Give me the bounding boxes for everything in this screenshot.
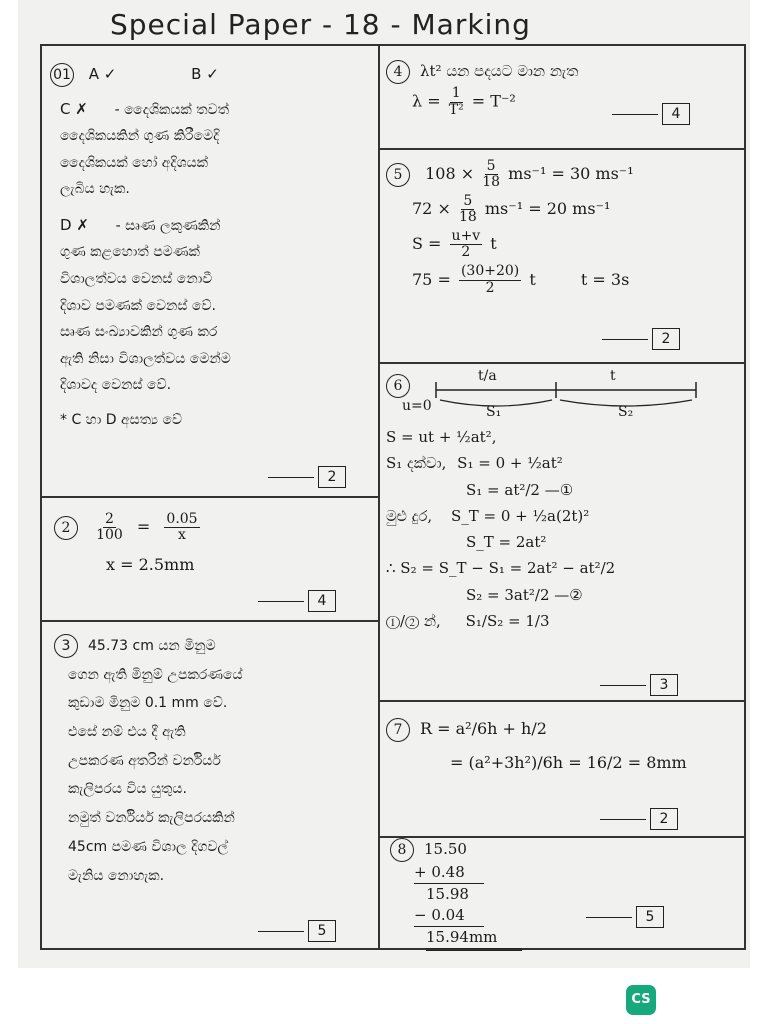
numerator: 2 xyxy=(105,511,114,527)
page-title: Special Paper - 18 - Marking xyxy=(110,8,531,41)
expr: S₁ = 0 + ½at² xyxy=(457,454,563,473)
expr: ①/② න්, xyxy=(386,611,441,630)
question-number: 01 xyxy=(50,63,74,87)
expr: S_T = 0 + ½a(2t)² xyxy=(450,506,590,525)
equation: S = ut + ½at², xyxy=(386,428,497,446)
text-line: λt² යන පදයට මාන නැත xyxy=(420,62,579,80)
equation: S₁ = at²/2 —① xyxy=(466,480,574,499)
question-number: 8 xyxy=(390,838,414,862)
numerator: 5 xyxy=(486,157,496,174)
option-c: C ✗ xyxy=(60,99,88,118)
text-line: විශාලත්වය වෙනස් නොවී xyxy=(60,271,213,288)
text-line: 45cm පමණ විශාල දිගවල් xyxy=(68,838,229,855)
option-a: A ✓ xyxy=(88,65,117,83)
initial-velocity: u=0 xyxy=(402,398,432,414)
expr: ms⁻¹ = 20 ms⁻¹ xyxy=(484,199,611,219)
text-line: දිශාවද වෙනස් වේ. xyxy=(60,377,172,394)
mark-box: 5 xyxy=(308,920,336,942)
column-divider xyxy=(378,44,380,950)
answer-q5 xyxy=(386,156,740,297)
mark-box: 3 xyxy=(650,674,678,696)
text-line: දෛශිකයක් හෝ අදිශයක් xyxy=(60,154,209,171)
numerator: (30+20) xyxy=(460,263,520,280)
text-line: කැලිපරය විය යුතුය. xyxy=(68,781,187,798)
camscanner-logo: CS xyxy=(626,985,656,1015)
text-line: දෛශිකයකින් ගුණ කිරීමෙදි xyxy=(60,128,220,145)
answer-q1 xyxy=(50,60,370,434)
text-line: ලැබිය හැක. xyxy=(60,181,130,198)
numerator: 0.05 xyxy=(166,511,198,527)
result: x = 2.5mm xyxy=(106,554,195,574)
row-divider xyxy=(378,148,746,150)
equation-rhs: = T⁻² xyxy=(471,91,516,111)
text-line: ගෙන ඇති මිනුම් උපකරණයේ xyxy=(68,666,243,683)
expr: S₁ දක්වා, xyxy=(386,454,447,473)
interval-label: t xyxy=(610,368,616,384)
expr: 75 = xyxy=(412,269,451,289)
text-line: උපකරණ අතරින් වර්නියර් xyxy=(68,752,221,769)
interval-label: t/a xyxy=(478,368,497,384)
text-line: ගුණ කළහොත් පමණක් xyxy=(60,244,200,261)
answer-q3 xyxy=(54,632,374,890)
expr: t xyxy=(490,234,497,254)
expr: 72 × xyxy=(412,199,451,219)
mark-q1 xyxy=(268,466,346,488)
denominator: 18 xyxy=(458,209,477,226)
mark-box: 4 xyxy=(308,590,336,612)
result: t = 3s xyxy=(580,269,630,289)
option-b: B ✓ xyxy=(191,65,219,83)
equation: S₂ = 3at²/2 —② xyxy=(466,585,583,604)
distance-line xyxy=(426,370,726,420)
calc-row: − 0.04 xyxy=(414,905,484,927)
text-line: කුඩාම මිනුම 0.1 mm වේ. xyxy=(68,695,228,712)
mark-box: 4 xyxy=(662,103,690,125)
equation: = (a²+3h²)/6h = 16/2 = 8mm xyxy=(450,752,687,772)
equation: ∴ S₂ = S_T − S₁ = 2at² − at²/2 xyxy=(386,559,616,578)
text-line: ඇති නිසා විශාලත්වය මෙන්ම xyxy=(60,350,231,367)
answer-q8 xyxy=(390,838,590,951)
denominator: 100 xyxy=(96,527,123,544)
calc-row: 15.50 xyxy=(424,840,467,858)
calc-row: 15.94mm xyxy=(426,927,522,951)
row-divider xyxy=(40,620,378,622)
question-number: 4 xyxy=(386,60,410,84)
expr: 108 × xyxy=(425,164,475,183)
text-line: නමුත් වර්නියර් කැලිපරයකින් xyxy=(68,810,235,827)
mark-q3 xyxy=(258,920,336,942)
text-line: මැනිය නොහැක. xyxy=(68,867,165,884)
mark-q6 xyxy=(600,674,678,696)
mark-box: 5 xyxy=(636,906,664,928)
question-number: 3 xyxy=(54,634,78,658)
equation-lhs: λ = xyxy=(412,91,441,111)
expr: t xyxy=(529,269,536,289)
calc-row: + 0.48 xyxy=(414,862,484,884)
equation: R = a²/6h + h/2 xyxy=(420,719,547,738)
mark-q5 xyxy=(602,328,680,350)
row-divider xyxy=(378,362,746,364)
mark-box: 2 xyxy=(650,808,678,830)
option-d: D ✗ xyxy=(60,215,89,234)
numerator: u+v xyxy=(451,227,481,244)
denominator: 2 xyxy=(461,244,471,261)
text-line: 45.73 cm යන මිනුම xyxy=(88,638,216,654)
text-line: එසේ නම් එය දී ඇති xyxy=(68,724,186,741)
question-number: 7 xyxy=(386,718,410,742)
question-number: 2 xyxy=(54,516,78,540)
question-number: 5 xyxy=(386,163,410,187)
answer-q2: 2 $\frac{2}{100}$ = $\frac{0.05}{x}$ x = 2.5mm xyxy=(54,512,374,580)
calc-row: 15.98 xyxy=(426,885,469,903)
text-line: - සෘණ ලකුණකින් xyxy=(115,217,221,234)
mark-q2 xyxy=(258,590,336,612)
segment-label: S₂ xyxy=(618,404,634,420)
equation: S_T = 2at² xyxy=(466,533,547,551)
segment-label: S₁ xyxy=(486,404,502,420)
text-line: දිශාව පමණක් වෙනස් වේ. xyxy=(60,297,216,314)
answer-q6 xyxy=(386,370,742,634)
row-divider xyxy=(40,496,378,498)
row-divider xyxy=(378,700,746,702)
denominator: 18 xyxy=(482,174,501,190)
mark-box: 2 xyxy=(318,466,346,488)
mark-q7 xyxy=(600,808,678,830)
mark-q8 xyxy=(586,906,664,928)
note: * C හා D අසත්‍ය වේ xyxy=(60,412,183,429)
expr: S₁/S₂ = 1/3 xyxy=(465,611,550,630)
question-number: 6 xyxy=(386,374,410,398)
denominator: 2 xyxy=(485,279,495,296)
numerator: 5 xyxy=(463,192,473,209)
expr: මුළු දුර, xyxy=(386,506,433,525)
text-line: සෘණ සංඛ්‍යාවකින් ගුණ කර xyxy=(60,324,218,341)
denominator: T² xyxy=(448,101,464,118)
text-line: - දෛශිකයක් තවත් xyxy=(114,101,230,118)
mark-box: 2 xyxy=(652,328,680,350)
expr: S = xyxy=(412,234,442,254)
denominator: x xyxy=(178,527,186,544)
mark-q4 xyxy=(612,103,690,125)
expr: ms⁻¹ = 30 ms⁻¹ xyxy=(508,164,634,183)
motion-diagram xyxy=(386,370,742,420)
numerator: 1 xyxy=(451,85,461,102)
answer-q7 xyxy=(386,712,740,779)
